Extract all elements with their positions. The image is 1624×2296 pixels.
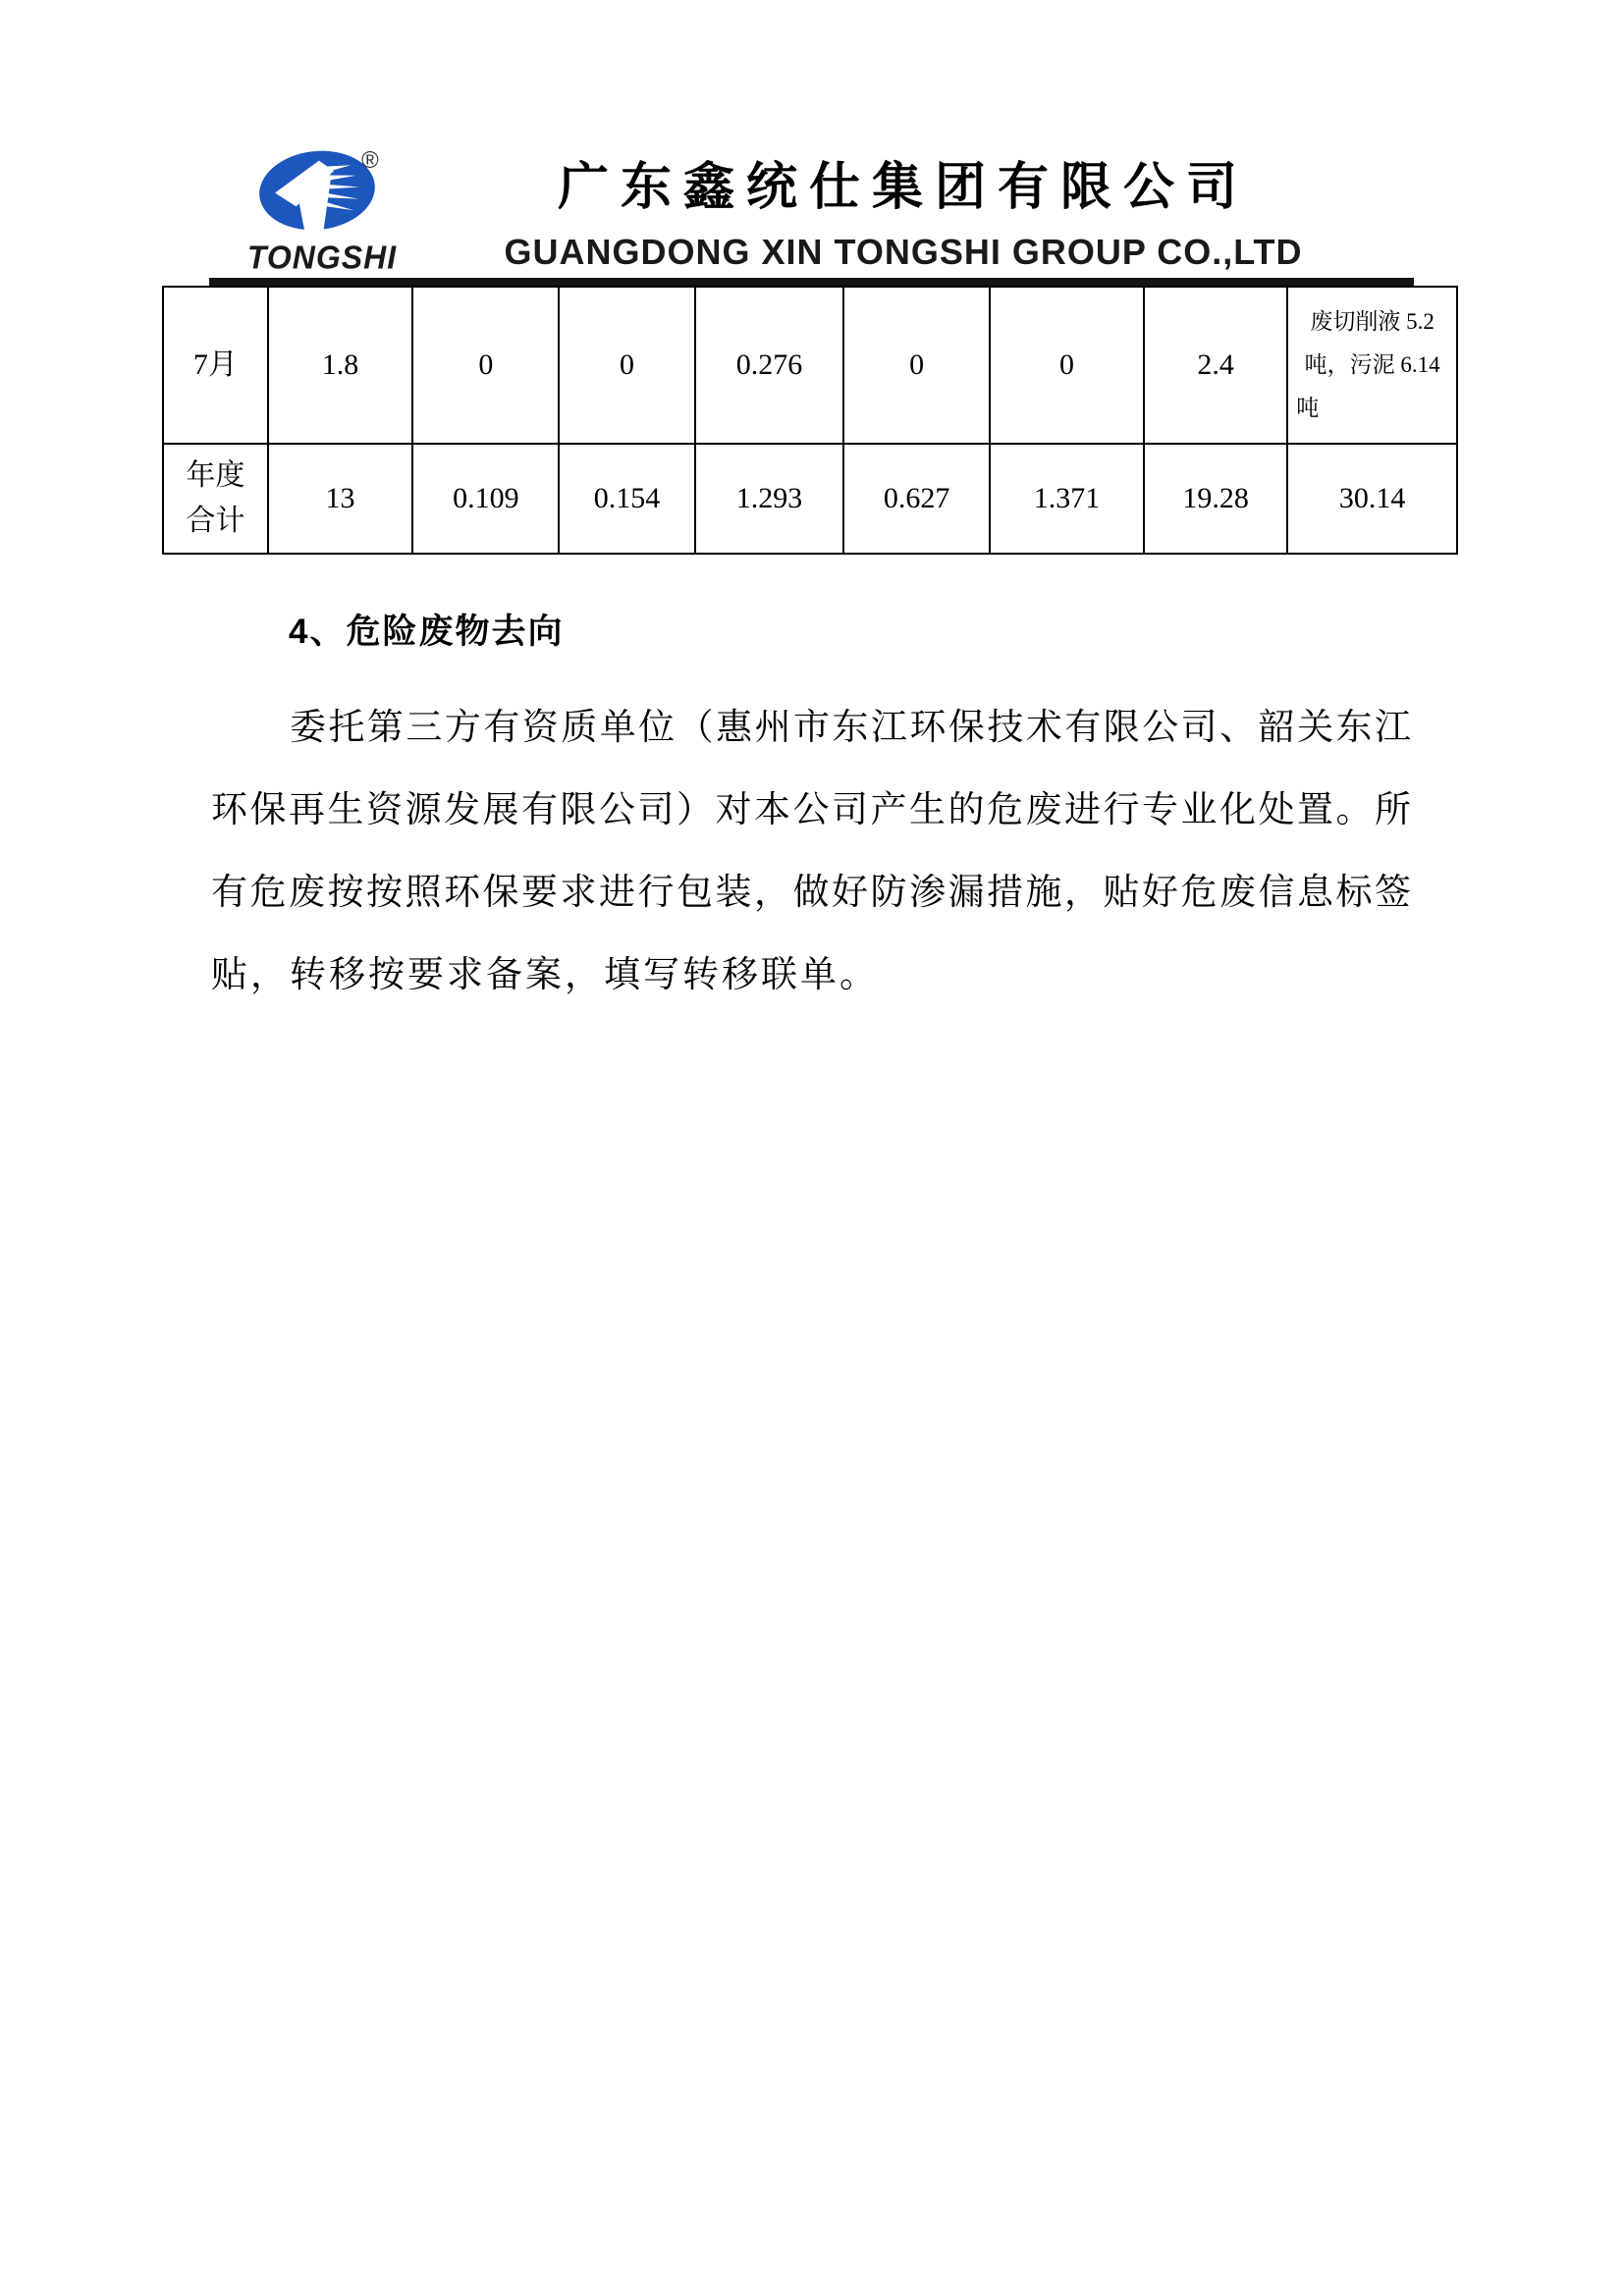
registered-trademark-icon: ® bbox=[361, 147, 379, 174]
table-cell: 1.293 bbox=[695, 444, 844, 554]
table-cell: 30.14 bbox=[1287, 444, 1457, 554]
table-cell: 0.627 bbox=[843, 444, 990, 554]
table-cell: 0 bbox=[412, 287, 559, 444]
table-cell: 2.4 bbox=[1144, 287, 1287, 444]
table-cell: 1.371 bbox=[990, 444, 1144, 554]
table-cell: 0 bbox=[843, 287, 990, 444]
company-name-zh: 广东鑫统仕集团有限公司 bbox=[557, 159, 1249, 216]
table-cell: 19.28 bbox=[1144, 444, 1287, 554]
tongshi-logo-icon bbox=[257, 149, 377, 240]
header-divider bbox=[209, 278, 1414, 286]
table-note-cell: 废切削液 5.2 吨，污泥 6.14 吨 bbox=[1287, 287, 1457, 444]
company-name-en: GUANGDONG XIN TONGSHI GROUP CO.,LTD bbox=[504, 232, 1303, 272]
table-cell: 13 bbox=[268, 444, 413, 554]
paragraph-line: 有危废按按照环保要求进行包装，做好防渗漏措施，贴好危废信息标签 bbox=[211, 873, 1411, 913]
table-cell: 0.276 bbox=[695, 287, 844, 444]
table-cell: 0.154 bbox=[559, 444, 694, 554]
paragraph-line: 委托第三方有资质单位（惠州市东江环保技术有限公司、韶关东江 bbox=[290, 708, 1411, 748]
table-row-july bbox=[163, 287, 1457, 444]
section-paragraph bbox=[211, 687, 1411, 1017]
section-heading: 4、危险废物去向 bbox=[289, 613, 565, 651]
table-cell: 1.8 bbox=[268, 287, 413, 444]
table-row-annual-total bbox=[163, 444, 1457, 554]
table-cell: 0 bbox=[990, 287, 1144, 444]
table-cell: 0 bbox=[559, 287, 694, 444]
paragraph-line: 贴，转移按要求备案，填写转移联单。 bbox=[211, 955, 879, 995]
table-row-label: 7月 bbox=[163, 287, 268, 444]
hazardous-waste-table bbox=[162, 286, 1458, 555]
logo-wordmark: TONGSHI bbox=[246, 239, 398, 276]
table-row-label: 年度合计 bbox=[163, 444, 268, 554]
table-cell: 0.109 bbox=[412, 444, 559, 554]
paragraph-line: 环保再生资源发展有限公司）对本公司产生的危废进行专业化处置。所 bbox=[211, 790, 1411, 830]
